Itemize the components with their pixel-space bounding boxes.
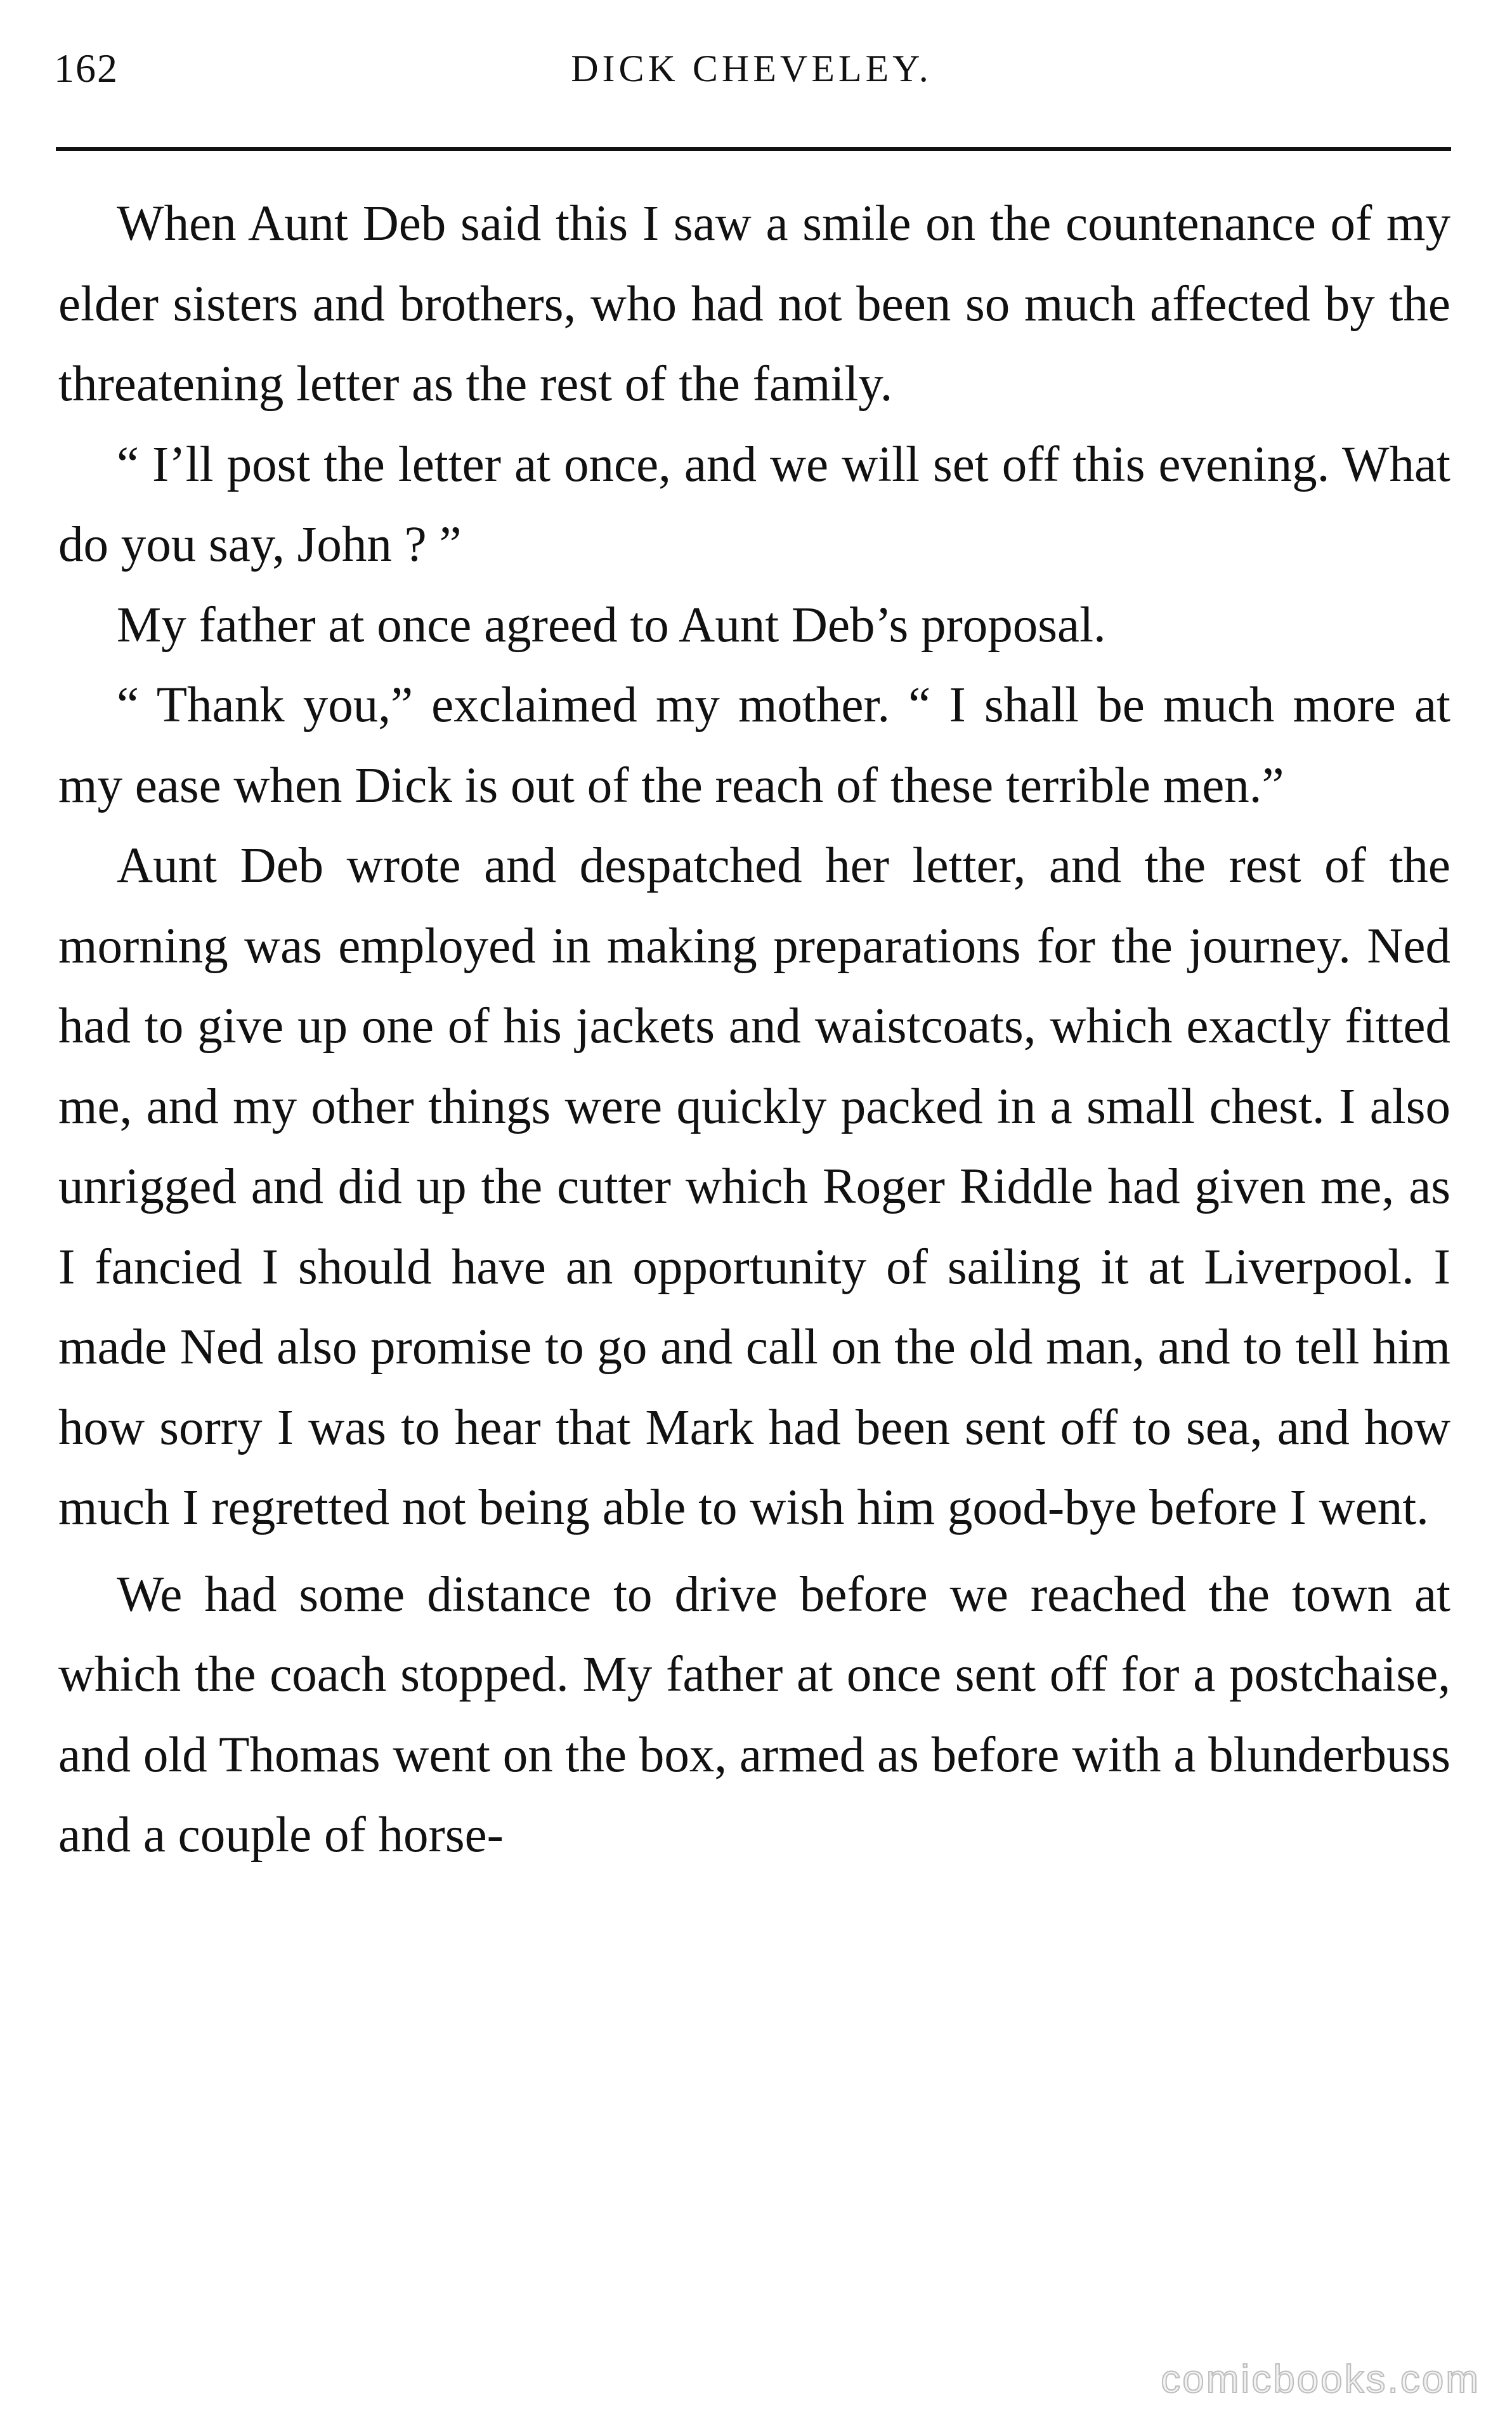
paragraph: “ I’ll post the letter at once, and we will set off this evening. What do you say, John ? ” — [58, 436, 1450, 572]
header-rule — [56, 147, 1451, 151]
watermark: comicbooks.com — [1161, 2358, 1480, 2401]
paragraph: Aunt Deb wrote and despatched her letter, and the rest of the morning was employed in making preparations for the journey. Ned had to give up one of his jackets and waistcoats, which exactly fitted me, and my other things were quickly packed in a small chest. I also unrigged and did up the cutter which Roger Riddle had given me, as I fancied I should have an opportunity of sailing it at Liverpool. I made Ned also promise to go and call on the old man, and to tell him how sorry I was to hear that Mark had been sent off to sea, and how much I regretted not being able to wish him good-bye before I went. — [58, 838, 1450, 1535]
page-header — [54, 25, 1449, 114]
paragraph: We had some distance to drive before we reached the town at which the coach stopped. My father at once sent off for a postchaise, and old Thomas went on the box, armed as before with a blunderbuss and a couple of horse- — [58, 1566, 1450, 1863]
body-text — [58, 184, 1450, 1876]
paragraph: My father at once agreed to Aunt Deb’s proposal. — [117, 597, 1106, 653]
running-title: DICK CHEVELEY. — [571, 48, 932, 89]
page-number: 162 — [54, 46, 119, 91]
paragraph: When Aunt Deb said this I saw a smile on the countenance of my elder sisters and brothers, who had not been so much affected by the threatening letter as the rest of the family. — [58, 196, 1450, 412]
paragraph: “ Thank you,” exclaimed my mother. “ I shall be much more at my ease when Dick is out of the reach of these terrible men.” — [58, 678, 1450, 813]
